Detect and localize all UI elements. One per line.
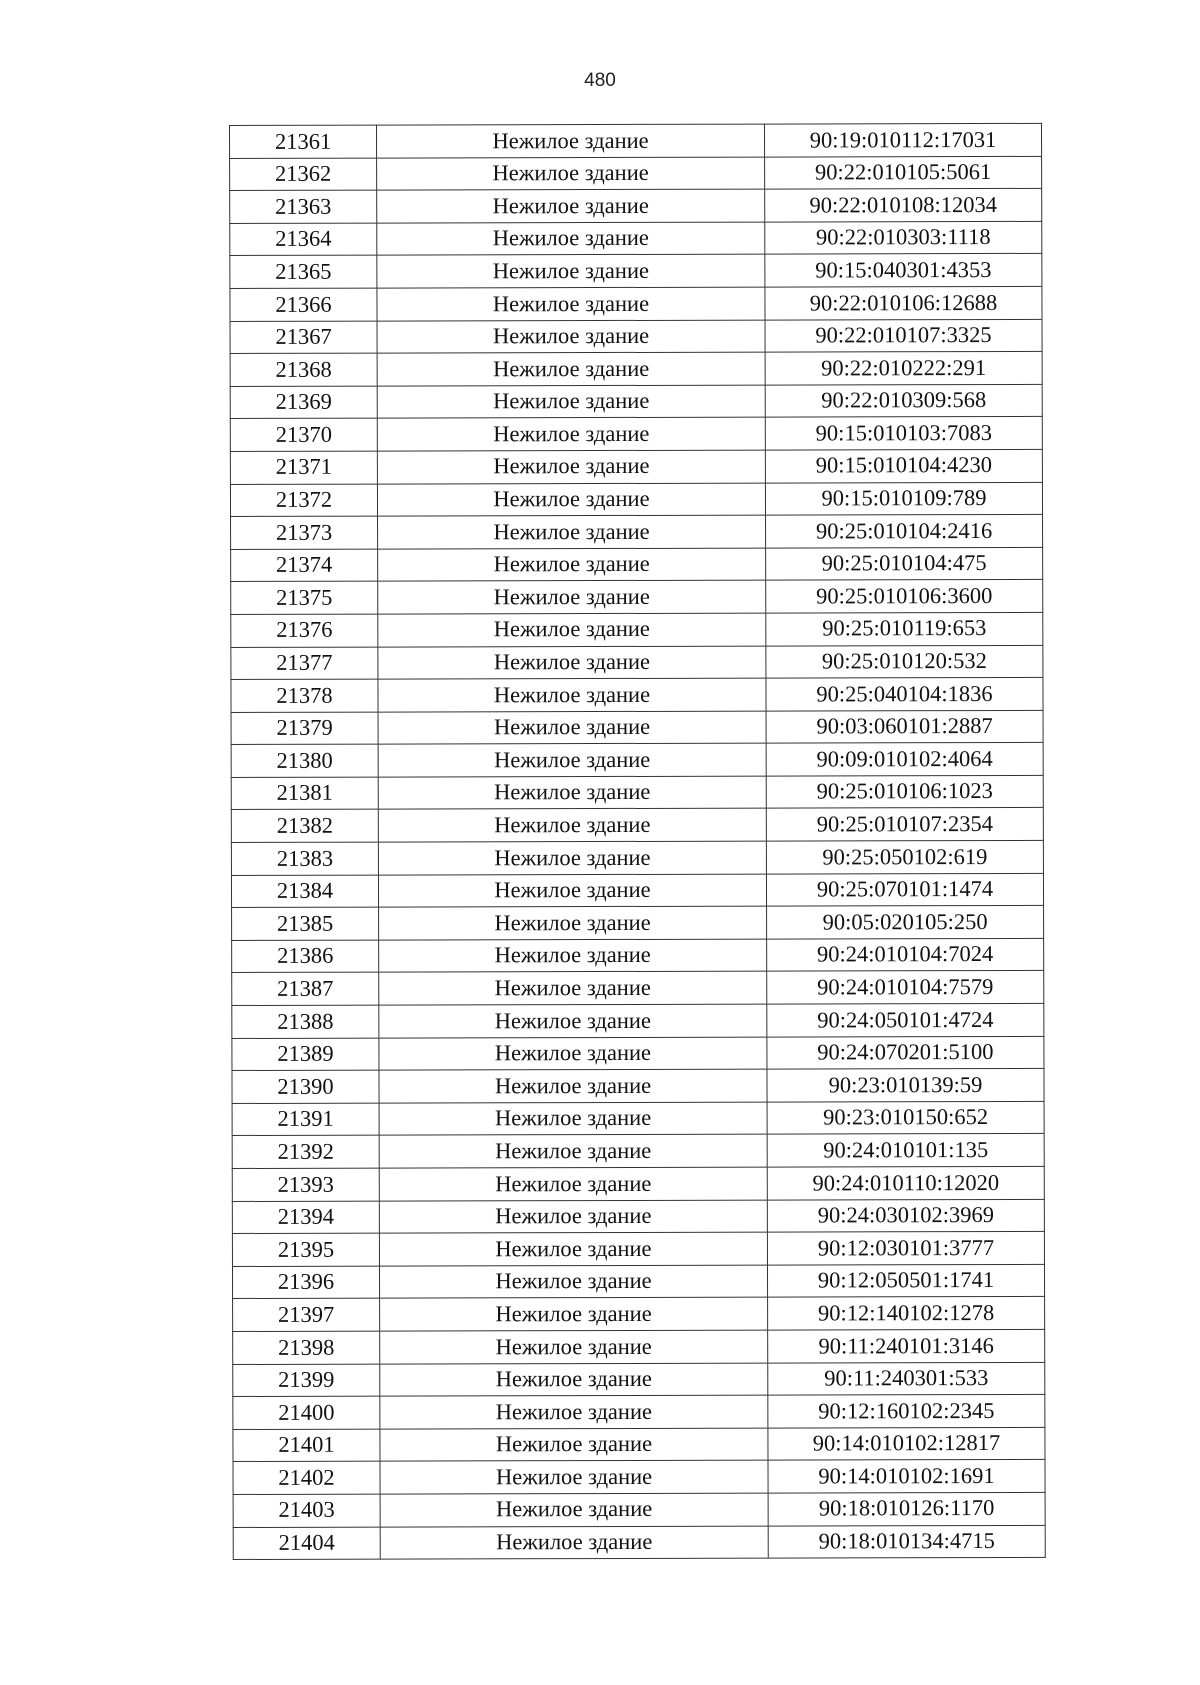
- object-type-cell: Нежилое здание: [379, 1167, 767, 1201]
- cadastral-number-cell: 90:24:010110:12020: [767, 1166, 1044, 1199]
- object-type-cell: Нежилое здание: [377, 483, 765, 517]
- row-number-cell: 21366: [230, 288, 377, 321]
- table-row: [233, 1362, 1045, 1397]
- row-number-cell: 21374: [231, 549, 378, 582]
- object-type-cell: Нежилое здание: [378, 711, 766, 745]
- cadastral-number-cell: 90:22:010222:291: [765, 352, 1042, 385]
- row-number-cell: 21390: [232, 1070, 379, 1103]
- cadastral-number-cell: 90:18:010134:4715: [768, 1525, 1045, 1558]
- row-number-cell: 21395: [232, 1233, 379, 1266]
- row-number-cell: 21402: [233, 1461, 380, 1494]
- object-type-cell: Нежилое здание: [378, 809, 766, 843]
- cadastral-number-cell: 90:24:010104:7579: [767, 971, 1044, 1004]
- cadastral-number-cell: 90:24:010101:135: [767, 1134, 1044, 1167]
- cadastral-number-cell: 90:22:010106:12688: [765, 286, 1042, 319]
- cadastral-number-cell: 90:22:010105:5061: [765, 156, 1042, 189]
- object-type-cell: Нежилое здание: [379, 972, 767, 1006]
- table-row: [232, 938, 1044, 973]
- table-row: [232, 1264, 1044, 1299]
- object-type-cell: Нежилое здание: [378, 613, 766, 647]
- cadastral-number-cell: 90:25:010106:1023: [766, 775, 1043, 808]
- table-row: [230, 286, 1042, 321]
- cadastral-number-cell: 90:24:070201:5100: [767, 1036, 1044, 1069]
- cadastral-number-cell: 90:25:010120:532: [766, 645, 1043, 678]
- table-row: [230, 482, 1042, 517]
- cadastral-number-cell: 90:25:010107:2354: [766, 808, 1043, 841]
- table-row: [232, 1036, 1044, 1071]
- row-number-cell: 21382: [231, 810, 378, 843]
- row-number-cell: 21403: [233, 1494, 380, 1527]
- table-row: [233, 1492, 1045, 1527]
- cadastral-number-cell: 90:15:010103:7083: [765, 417, 1042, 450]
- row-number-cell: 21372: [230, 484, 377, 517]
- cadastral-number-cell: 90:24:030102:3969: [767, 1199, 1044, 1232]
- object-type-cell: Нежилое здание: [378, 874, 766, 908]
- object-type-cell: Нежилое здание: [378, 743, 766, 777]
- cadastral-number-cell: 90:25:040104:1836: [766, 677, 1043, 710]
- table-row: [230, 254, 1042, 289]
- row-number-cell: 21381: [231, 777, 378, 810]
- row-number-cell: 21377: [231, 647, 378, 680]
- object-type-cell: Нежилое здание: [379, 906, 767, 940]
- cadastral-number-cell: 90:22:010303:1118: [765, 221, 1042, 254]
- table-row: [233, 1297, 1045, 1332]
- table-body: [230, 123, 1046, 1559]
- cadastral-number-cell: 90:15:010104:4230: [765, 449, 1042, 482]
- cadastral-number-cell: 90:19:010112:17031: [764, 123, 1041, 156]
- object-type-cell: Нежилое здание: [380, 1526, 768, 1560]
- table-row: [230, 123, 1042, 158]
- cadastral-number-cell: 90:14:010102:1691: [768, 1460, 1045, 1493]
- table-row: [232, 1166, 1044, 1201]
- object-type-cell: Нежилое здание: [378, 548, 766, 582]
- table-row: [231, 808, 1043, 843]
- object-type-cell: Нежилое здание: [377, 287, 765, 321]
- cadastral-number-cell: 90:14:010102:12817: [768, 1427, 1045, 1460]
- object-type-cell: Нежилое здание: [378, 515, 766, 549]
- object-type-cell: Нежилое здание: [379, 1037, 767, 1071]
- table-row: [232, 1101, 1044, 1136]
- cadastral-number-cell: 90:24:050101:4724: [767, 1003, 1044, 1036]
- table-row: [231, 612, 1043, 647]
- object-type-cell: Нежилое здание: [377, 352, 765, 386]
- table-row: [231, 580, 1043, 615]
- table-row: [230, 417, 1042, 452]
- table-row: [231, 514, 1043, 549]
- row-number-cell: 21391: [232, 1103, 379, 1136]
- table-row: [230, 156, 1042, 191]
- cadastral-number-cell: 90:15:010109:789: [765, 482, 1042, 515]
- table-row: [232, 1003, 1044, 1038]
- cadastral-number-cell: 90:15:040301:4353: [765, 254, 1042, 287]
- object-type-cell: Нежилое здание: [378, 580, 766, 614]
- row-number-cell: 21367: [230, 321, 377, 354]
- object-type-cell: Нежилое здание: [380, 1363, 768, 1397]
- row-number-cell: 21369: [230, 386, 377, 419]
- row-number-cell: 21370: [230, 418, 377, 451]
- cadastral-number-cell: 90:11:240101:3146: [768, 1329, 1045, 1362]
- row-number-cell: 21384: [231, 875, 378, 908]
- row-number-cell: 21362: [230, 158, 377, 191]
- cadastral-number-cell: 90:12:030101:3777: [767, 1232, 1044, 1265]
- table-row: [233, 1460, 1045, 1495]
- table-row: [230, 352, 1042, 387]
- object-type-cell: Нежилое здание: [378, 776, 766, 810]
- object-type-cell: Нежилое здание: [377, 222, 765, 256]
- table-row: [232, 1199, 1044, 1234]
- table-row: [232, 1134, 1044, 1169]
- object-type-cell: Нежилое здание: [378, 841, 766, 875]
- table-row: [231, 840, 1043, 875]
- table-row: [231, 743, 1043, 778]
- object-type-cell: Нежилое здание: [379, 1200, 767, 1234]
- object-type-cell: Нежилое здание: [379, 939, 767, 973]
- row-number-cell: 21378: [231, 679, 378, 712]
- cadastral-number-cell: 90:03:060101:2887: [766, 710, 1043, 743]
- object-type-cell: Нежилое здание: [377, 385, 765, 419]
- object-type-cell: Нежилое здание: [378, 646, 766, 680]
- row-number-cell: 21399: [233, 1364, 380, 1397]
- table-row: [232, 1232, 1044, 1267]
- cadastral-number-cell: 90:22:010107:3325: [765, 319, 1042, 352]
- cadastral-number-cell: 90:25:010104:2416: [766, 514, 1043, 547]
- table-row: [231, 645, 1043, 680]
- cadastral-number-cell: 90:12:160102:2345: [768, 1395, 1045, 1428]
- row-number-cell: 21404: [233, 1527, 380, 1560]
- table-row: [231, 873, 1043, 908]
- cadastral-number-cell: 90:05:020105:250: [767, 906, 1044, 939]
- row-number-cell: 21363: [230, 190, 377, 223]
- cadastral-number-cell: 90:25:010104:475: [766, 547, 1043, 580]
- table-row: [232, 971, 1044, 1006]
- object-type-cell: Нежилое здание: [379, 1265, 767, 1299]
- row-number-cell: 21371: [230, 451, 377, 484]
- object-type-cell: Нежилое здание: [377, 450, 765, 484]
- row-number-cell: 21387: [232, 973, 379, 1006]
- row-number-cell: 21400: [233, 1396, 380, 1429]
- cadastral-number-cell: 90:22:010108:12034: [765, 189, 1042, 222]
- cadastral-number-cell: 90:25:070101:1474: [766, 873, 1043, 906]
- cadastral-number-cell: 90:25:010106:3600: [766, 580, 1043, 613]
- object-type-cell: Нежилое здание: [379, 1069, 767, 1103]
- cadastral-number-cell: 90:22:010309:568: [765, 384, 1042, 417]
- row-number-cell: 21376: [231, 614, 378, 647]
- row-number-cell: 21393: [232, 1168, 379, 1201]
- object-type-cell: Нежилое здание: [378, 678, 766, 712]
- row-number-cell: 21364: [230, 223, 377, 256]
- row-number-cell: 21380: [231, 744, 378, 777]
- table-row: [233, 1329, 1045, 1364]
- cadastral-number-cell: 90:24:010104:7024: [767, 938, 1044, 971]
- row-number-cell: 21398: [233, 1331, 380, 1364]
- object-type-cell: Нежилое здание: [380, 1428, 768, 1462]
- cadastral-number-cell: 90:09:010102:4064: [766, 743, 1043, 776]
- object-type-cell: Нежилое здание: [377, 254, 765, 288]
- row-number-cell: 21394: [232, 1201, 379, 1234]
- row-number-cell: 21383: [231, 842, 378, 875]
- cadastral-number-cell: 90:25:050102:619: [766, 840, 1043, 873]
- table-row: [232, 906, 1044, 941]
- object-type-cell: Нежилое здание: [379, 1102, 767, 1136]
- cadastral-number-cell: 90:12:050501:1741: [767, 1264, 1044, 1297]
- row-number-cell: 21397: [233, 1298, 380, 1331]
- object-type-cell: Нежилое здание: [379, 1135, 767, 1169]
- table-row: [230, 221, 1042, 256]
- table-row: [232, 1069, 1044, 1104]
- cadastral-number-cell: 90:23:010150:652: [767, 1101, 1044, 1134]
- table-row: [230, 319, 1042, 354]
- table-row: [233, 1395, 1045, 1430]
- table-row: [233, 1525, 1045, 1560]
- object-type-cell: Нежилое здание: [377, 417, 765, 451]
- page-number: 480: [584, 70, 616, 91]
- cadastral-number-cell: 90:18:010126:1170: [768, 1492, 1045, 1525]
- object-type-cell: Нежилое здание: [377, 189, 765, 223]
- object-type-cell: Нежилое здание: [380, 1395, 768, 1429]
- table-row: [230, 384, 1042, 419]
- cadastral-number-cell: 90:23:010139:59: [767, 1069, 1044, 1102]
- row-number-cell: 21361: [230, 125, 377, 158]
- table-row: [233, 1427, 1045, 1462]
- object-type-cell: Нежилое здание: [380, 1460, 768, 1494]
- object-type-cell: Нежилое здание: [380, 1493, 768, 1527]
- row-number-cell: 21392: [232, 1136, 379, 1169]
- row-number-cell: 21401: [233, 1429, 380, 1462]
- table-row: [231, 710, 1043, 745]
- object-type-cell: Нежилое здание: [380, 1297, 768, 1331]
- row-number-cell: 21373: [231, 516, 378, 549]
- table-row: [230, 189, 1042, 224]
- table-row: [231, 677, 1043, 712]
- object-type-cell: Нежилое здание: [380, 1330, 768, 1364]
- row-number-cell: 21375: [231, 581, 378, 614]
- registry-table: [229, 123, 1046, 1560]
- table-row: [231, 775, 1043, 810]
- row-number-cell: 21385: [232, 907, 379, 940]
- table-row: [230, 449, 1042, 484]
- object-type-cell: Нежилое здание: [377, 157, 765, 191]
- row-number-cell: 21386: [232, 940, 379, 973]
- row-number-cell: 21379: [231, 712, 378, 745]
- row-number-cell: 21365: [230, 255, 377, 288]
- object-type-cell: Нежилое здание: [377, 320, 765, 354]
- row-number-cell: 21396: [232, 1266, 379, 1299]
- object-type-cell: Нежилое здание: [379, 1004, 767, 1038]
- object-type-cell: Нежилое здание: [377, 124, 765, 158]
- row-number-cell: 21389: [232, 1038, 379, 1071]
- row-number-cell: 21368: [230, 353, 377, 386]
- cadastral-number-cell: 90:12:140102:1278: [768, 1297, 1045, 1330]
- row-number-cell: 21388: [232, 1005, 379, 1038]
- object-type-cell: Нежилое здание: [379, 1232, 767, 1266]
- cadastral-number-cell: 90:25:010119:653: [766, 612, 1043, 645]
- cadastral-number-cell: 90:11:240301:533: [768, 1362, 1045, 1395]
- table-row: [231, 547, 1043, 582]
